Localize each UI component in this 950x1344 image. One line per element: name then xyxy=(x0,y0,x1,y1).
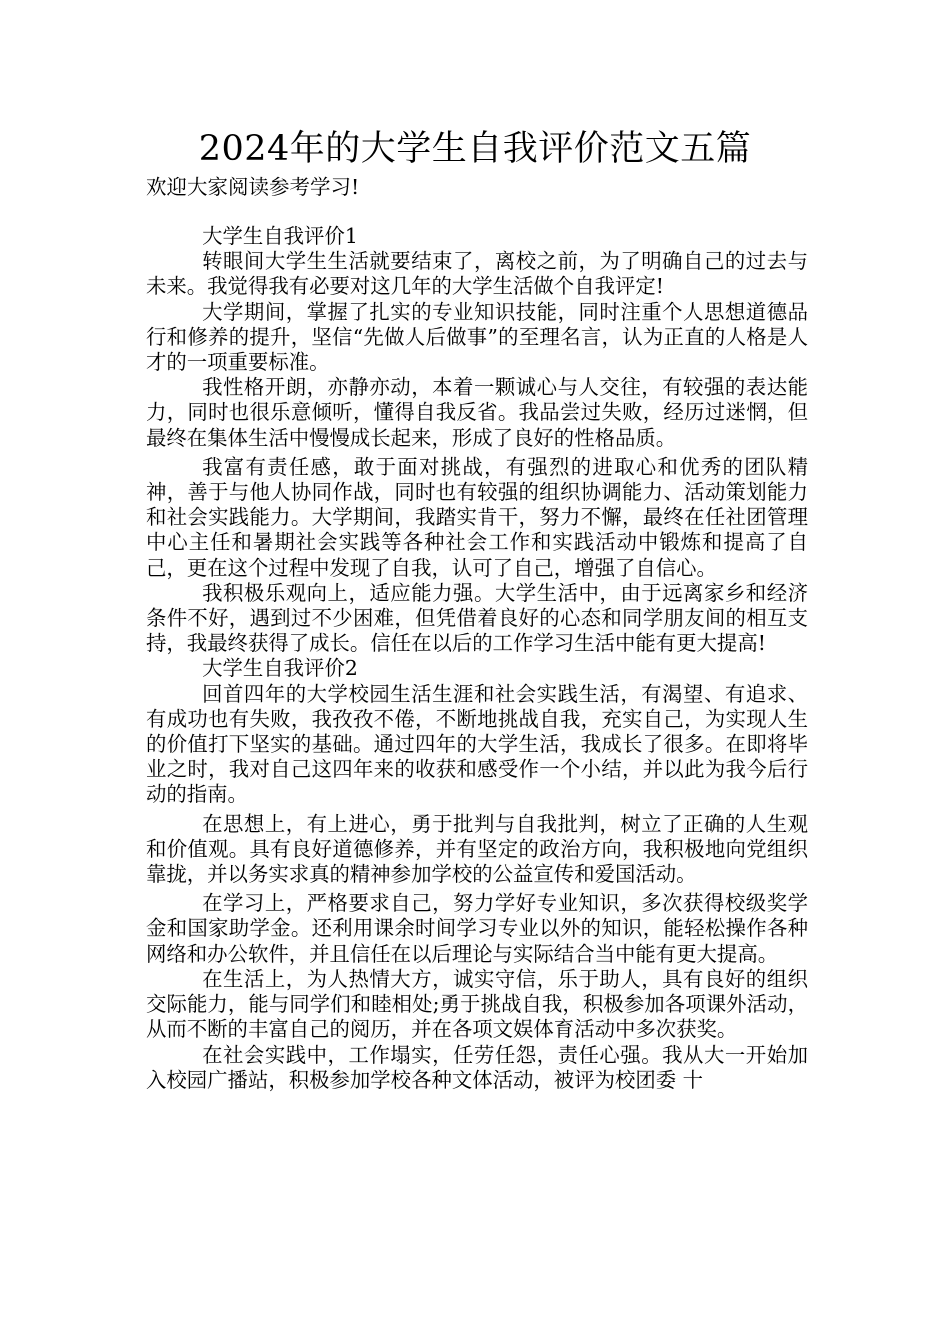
paragraph: 在思想上，有上进心，勇于批判与自我批判，树立了正确的人生观和价值观。具有良好道德修养，并有坚定的政治方向，我积极地向党组织靠拢，并以务实求真的精神参加学校的公益宣传和爱国活动。 xyxy=(146,811,808,887)
welcome-text: 欢迎大家阅读参考学习! xyxy=(146,175,360,199)
paragraph: 回首四年的大学校园生活生涯和社会实践生活，有渴望、有追求、有成功也有失败，我孜孜不倦，不断地挑战自我，充实自己，为实现人生的价值打下坚实的基础。通过四年的大学生活，我成长了很多。在即将毕业之时，我对自己这四年来的收获和感受作一个小结，并以此为我今后行动的指南。 xyxy=(146,681,808,807)
document-body xyxy=(146,224,808,1093)
document-title: 2024年的大学生自我评价范文五篇 xyxy=(198,129,752,169)
paragraph: 我性格开朗，亦静亦动，本着一颗诚心与人交往，有较强的表达能力，同时也很乐意倾听，懂得自我反省。我品尝过失败，经历过迷惘，但最终在集体生活中慢慢成长起来，形成了良好的性格品质。 xyxy=(146,375,808,450)
section-heading: 大学生自我评价1 xyxy=(202,224,358,248)
paragraph: 在生活上，为人热情大方，诚实守信，乐于助人，具有良好的组织交际能力，能与同学们和睦相处;勇于挑战自我，积极参加各项课外活动，从而不断的丰富自己的阅历，并在各项文娱体育活动中多次获奖。 xyxy=(146,966,808,1042)
paragraph: 在社会实践中，工作塌实，任劳任怨，责任心强。我从大一开始加入校园广播站，积极参加学校各种文体活动，被评为校团委 十 xyxy=(146,1042,808,1092)
paragraph: 我积极乐观向上，适应能力强。大学生活中，由于远离家乡和经济条件不好，遇到过不少困难，但凭借着良好的心态和同学朋友间的相互支持，我最终获得了成长。信任在以后的工作学习生活中能有更大提高! xyxy=(146,580,808,656)
section-2 xyxy=(146,656,808,1092)
section-1 xyxy=(146,224,808,656)
section-heading: 大学生自我评价2 xyxy=(202,656,358,681)
paragraph: 我富有责任感，敢于面对挑战，有强烈的进取心和优秀的团队精神，善于与他人协同作战，同时也有较强的组织协调能力、活动策划能力和社会实践能力。大学期间，我踏实肯干，努力不懈，最终在任社团管理中心主任和暑期社会实践等各种社会工作和实践活动中锻炼和提高了自己，更在这个过程中发现了自我，认可了自己，增强了自信心。 xyxy=(146,454,808,580)
paragraph: 在学习上，严格要求自己，努力学好专业知识，多次获得校级奖学金和国家助学金。还利用课余时间学习专业以外的知识，能轻松操作各种网络和办公软件，并且信任在以后理论与实际结合当中能有更大提高。 xyxy=(146,891,808,966)
paragraph: 转眼间大学生生活就要结束了，离校之前，为了明确自己的过去与未来。我觉得我有必要对这几年的大学生活做个自我评定! xyxy=(146,249,808,299)
paragraph: 大学期间，掌握了扎实的专业知识技能，同时注重个人思想道德品行和修养的提升，坚信“先做人后做事”的至理名言，认为正直的人格是人才的一项重要标准。 xyxy=(146,299,808,375)
